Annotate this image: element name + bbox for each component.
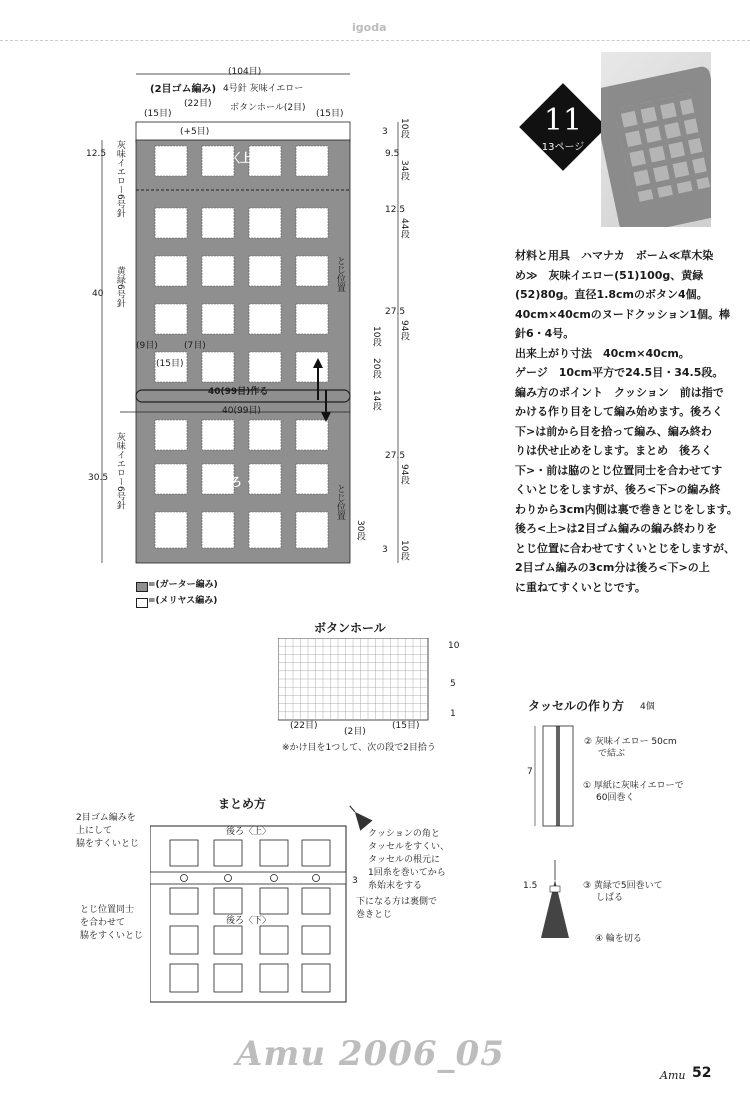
tassel-diagram — [525, 720, 595, 960]
stockinette-square — [155, 256, 187, 286]
r-27-5-a: 27.5 — [385, 307, 406, 317]
asm-left-note-4: とじ位置同士 — [80, 905, 135, 915]
points-label: 編み方のポイント クッション — [515, 385, 669, 399]
back-lower-label: 後ろ〈下〉 — [218, 475, 279, 489]
assembly-square — [302, 840, 330, 866]
st-9: (9目) — [136, 341, 158, 351]
assembly-measure-3: 3 — [352, 876, 358, 886]
stockinette-square — [296, 512, 328, 548]
finish-text: とじ位置に合わせてすくいとじをしますが、 — [515, 541, 735, 555]
r-94dan-a: 94段 — [398, 320, 409, 341]
finish-text: 下>・前は脇のとじ位置同士を合わせてす — [515, 463, 723, 477]
bh-row-1: 1 — [450, 709, 456, 719]
assembly-square — [260, 964, 288, 992]
asm-left-note-3: 脇をすくいとじ — [76, 839, 140, 849]
button-mark — [271, 875, 278, 882]
asm-right-note-4: 1回糸を巻いてから — [368, 868, 446, 878]
r-10dan-c: 10段 — [398, 540, 409, 561]
points-text: りは伏せ止めをします。 — [515, 444, 636, 457]
stockinette-square — [155, 304, 187, 334]
stockinette-square — [296, 304, 328, 334]
header-divider — [0, 40, 750, 41]
rib-label: (2目ゴム編み) — [150, 84, 217, 95]
st-plus5: (+5目) — [180, 127, 210, 137]
st-7: (7目) — [184, 341, 206, 351]
bh-st-2: (2目) — [344, 727, 366, 737]
buttonhole-title: ボタンホール — [314, 621, 386, 635]
legend-garter-swatch — [136, 582, 148, 592]
tassel-step1: ① 厚紙に灰味イエローで — [583, 781, 684, 791]
r-44dan: 44段 — [398, 218, 409, 239]
tassel-step3b: しばる — [596, 893, 624, 903]
materials-text: め≫ 灰味イエロー(51)100g、黄緑 — [515, 268, 704, 282]
stockinette-square — [296, 146, 328, 176]
bh-st-15: (15目) — [392, 721, 420, 731]
tassel-icon — [340, 798, 380, 838]
assembly-square — [170, 964, 198, 992]
points-text: 下>は前から目を拾って編み、編み終わ — [515, 424, 712, 438]
size-label: 出来上がり寸法 — [515, 346, 592, 360]
left-bot-measure: 30.5 — [88, 473, 109, 483]
st-22: (22目) — [184, 99, 212, 109]
asm-right-note-6: 下になる方は裏側で — [356, 897, 438, 907]
pattern-badge — [520, 84, 606, 170]
gauge-label: ゲージ — [515, 366, 548, 379]
tassel-count: 4個 — [640, 702, 655, 712]
tassel-wrap — [550, 886, 560, 892]
main-pattern-diagram — [80, 60, 420, 580]
stockinette-square — [155, 208, 187, 238]
asm-left-note-6: 脇をすくいとじ — [80, 931, 144, 941]
stockinette-square — [155, 146, 187, 176]
r-9-5: 9.5 — [385, 149, 400, 159]
r-20dan: 20段 — [370, 358, 381, 379]
r-10dan-a: 10段 — [398, 118, 409, 139]
left-mid-measure: 40 — [92, 289, 104, 299]
finish-text: 後ろ<上>は2目ゴム編みの編み終わりを — [515, 522, 718, 535]
legend-stockinette: =(メリヤス編み) — [148, 596, 218, 606]
tassel-title: タッセルの作り方 — [528, 699, 625, 713]
rib-band — [136, 122, 350, 142]
garter-body — [136, 140, 350, 563]
stockinette-square — [296, 352, 328, 382]
assembly-square — [214, 926, 242, 954]
r-3: 3 — [382, 127, 388, 137]
bh-note: ※かけ目を1つして、次の段で2目拾う — [282, 743, 436, 753]
r-14dan: 14段 — [370, 390, 381, 411]
assembly-square — [260, 888, 288, 914]
materials-text: 針6・4号。 — [515, 327, 575, 340]
stockinette-square — [249, 512, 281, 548]
seam-bottom: とじ位置 — [334, 484, 345, 520]
assembly-square — [170, 840, 198, 866]
legend-stockinette-swatch — [136, 598, 148, 608]
tassel-step3: ③ 黄緑で5回巻いて — [583, 881, 663, 891]
tassel-measure-1-5: 1.5 — [523, 881, 538, 891]
left-bot-yarn: 灰味イエロー6号針 — [114, 432, 125, 510]
bottom-width-label: 40(99目) — [222, 406, 261, 416]
asm-right-note-3: タッセルの根元に — [368, 855, 441, 865]
assembly-title: まとめ方 — [218, 797, 267, 811]
bh-row-5: 5 — [450, 679, 456, 689]
stockinette-square — [202, 352, 234, 382]
finish-text: 2目ゴム編みの3cm分は後ろ<下>の上 — [515, 561, 710, 574]
page-number: 52 — [692, 1065, 712, 1081]
site-watermark: igoda — [352, 21, 387, 34]
stockinette-square — [155, 420, 187, 450]
assembly-back-lower: 後ろ〈下〉 — [226, 916, 272, 926]
stockinette-square — [249, 420, 281, 450]
materials-text: (52)80g。直径1.8cmのボタン4個。 — [515, 288, 708, 301]
tassel-step2: ② 灰味イエロー 50cm — [584, 737, 677, 747]
instructions-block — [515, 246, 740, 597]
finish-text: 後ろく — [679, 444, 713, 457]
gauge-value: 10cm平方で24.5目・34.5段。 — [558, 366, 724, 379]
bh-st-22: (22目) — [290, 721, 318, 731]
finish-text: わりから3cm内側は裏で巻きとじをします。 — [515, 502, 738, 516]
left-top-measure: 12.5 — [86, 149, 107, 159]
r-3b: 3 — [382, 545, 388, 555]
tassel-measure-7: 7 — [527, 767, 533, 777]
stockinette-square — [202, 208, 234, 238]
stockinette-square — [296, 420, 328, 450]
tassel-step2b: で結ぶ — [598, 749, 626, 759]
rib-needle: 4号針 灰味イエロー — [223, 84, 304, 94]
points-text: かける作り目をして編み始めます。後ろく — [515, 405, 724, 418]
stockinette-square — [296, 464, 328, 494]
assembly-square — [302, 926, 330, 954]
assembly-square — [214, 840, 242, 866]
stockinette-square — [296, 256, 328, 286]
stockinette-square — [155, 512, 187, 548]
assembly-square — [260, 926, 288, 954]
materials-text: 40cm×40cmのヌードクッション1個。棒 — [515, 307, 731, 321]
finish-label: まとめ — [635, 444, 669, 457]
st-15-mid: (15目) — [156, 359, 184, 369]
back-upper-label: 後ろ〈上〉 — [204, 151, 265, 165]
tassel-step4: ④ 輪を切る — [595, 934, 642, 944]
stockinette-square — [249, 352, 281, 382]
asm-right-note-2: タッセルをすくい、 — [368, 842, 450, 852]
cushion-photo — [601, 52, 711, 227]
assembly-square — [214, 888, 242, 914]
legend-garter: =(ガーター編み) — [148, 580, 218, 590]
finish-text: くいとじをしますが、後ろ<下>の編み終 — [515, 483, 721, 496]
asm-left-note-1: 2目ゴム編みを — [76, 813, 136, 823]
points-text: 前は指で — [679, 385, 724, 399]
assembly-square — [170, 926, 198, 954]
buttonhole-grid — [278, 638, 438, 722]
r-30dan: 30段 — [354, 520, 365, 541]
front-label: 前 — [214, 265, 227, 279]
stockinette-square — [155, 464, 187, 494]
r-94dan-b: 94段 — [398, 464, 409, 485]
finish-text: に重ねてすくいとじです。 — [515, 580, 646, 594]
st-15-left: (15目) — [144, 109, 172, 119]
materials-label: 材料と用具 — [515, 249, 570, 262]
stockinette-square — [249, 304, 281, 334]
asm-right-note-7: 巻きとじ — [356, 910, 393, 920]
assembly-square — [170, 888, 198, 914]
page-ref: 13ページ — [541, 142, 585, 153]
assembly-square — [302, 964, 330, 992]
seam-top: とじ位置 — [334, 256, 345, 292]
stockinette-square — [202, 420, 234, 450]
assembly-back-upper: 後ろ〈上〉 — [226, 827, 272, 837]
assembly-square — [260, 840, 288, 866]
stockinette-square — [202, 512, 234, 548]
r-10dan-b: 10段 — [370, 326, 381, 347]
stockinette-square — [249, 256, 281, 286]
assembly-square — [214, 964, 242, 992]
pattern-number: 11 — [543, 103, 583, 138]
top-width-label: (104目) — [228, 67, 262, 77]
asm-right-note-5: 糸始末をする — [368, 881, 423, 891]
st-15-right: (15目) — [316, 109, 344, 119]
footer-watermark: Amu 2006_05 — [236, 1034, 505, 1074]
asm-right-note-1: クッションの角と — [368, 829, 440, 839]
stockinette-square — [202, 304, 234, 334]
button-mark — [313, 875, 320, 882]
buttonhole-label: ボタンホール(2目) — [230, 103, 306, 113]
cast-on-label: 40(99目)作る — [208, 387, 269, 397]
r-34dan: 34段 — [398, 160, 409, 181]
stockinette-square — [296, 208, 328, 238]
asm-left-note-2: 上にして — [76, 826, 113, 836]
asm-left-note-5: を合わせて — [80, 918, 126, 928]
materials-text: ハマナカ ボーム≪草木染 — [581, 249, 714, 262]
left-mid-yarn: 黄緑6号針 — [114, 266, 125, 308]
button-mark — [225, 875, 232, 882]
size-value: 40cm×40cm。 — [603, 346, 690, 360]
r-27-5-b: 27.5 — [385, 451, 406, 461]
footer-magazine: Amu — [660, 1069, 686, 1082]
stockinette-square — [249, 208, 281, 238]
button-mark — [181, 875, 188, 882]
left-top-yarn: 灰味イエロー6号針 — [114, 140, 125, 218]
assembly-square — [302, 888, 330, 914]
r-12-5: 12.5 — [385, 205, 406, 215]
assembly-diagram — [150, 824, 350, 1004]
bh-row-10: 10 — [448, 641, 460, 651]
tassel-step1b: 60回巻く — [596, 793, 635, 803]
